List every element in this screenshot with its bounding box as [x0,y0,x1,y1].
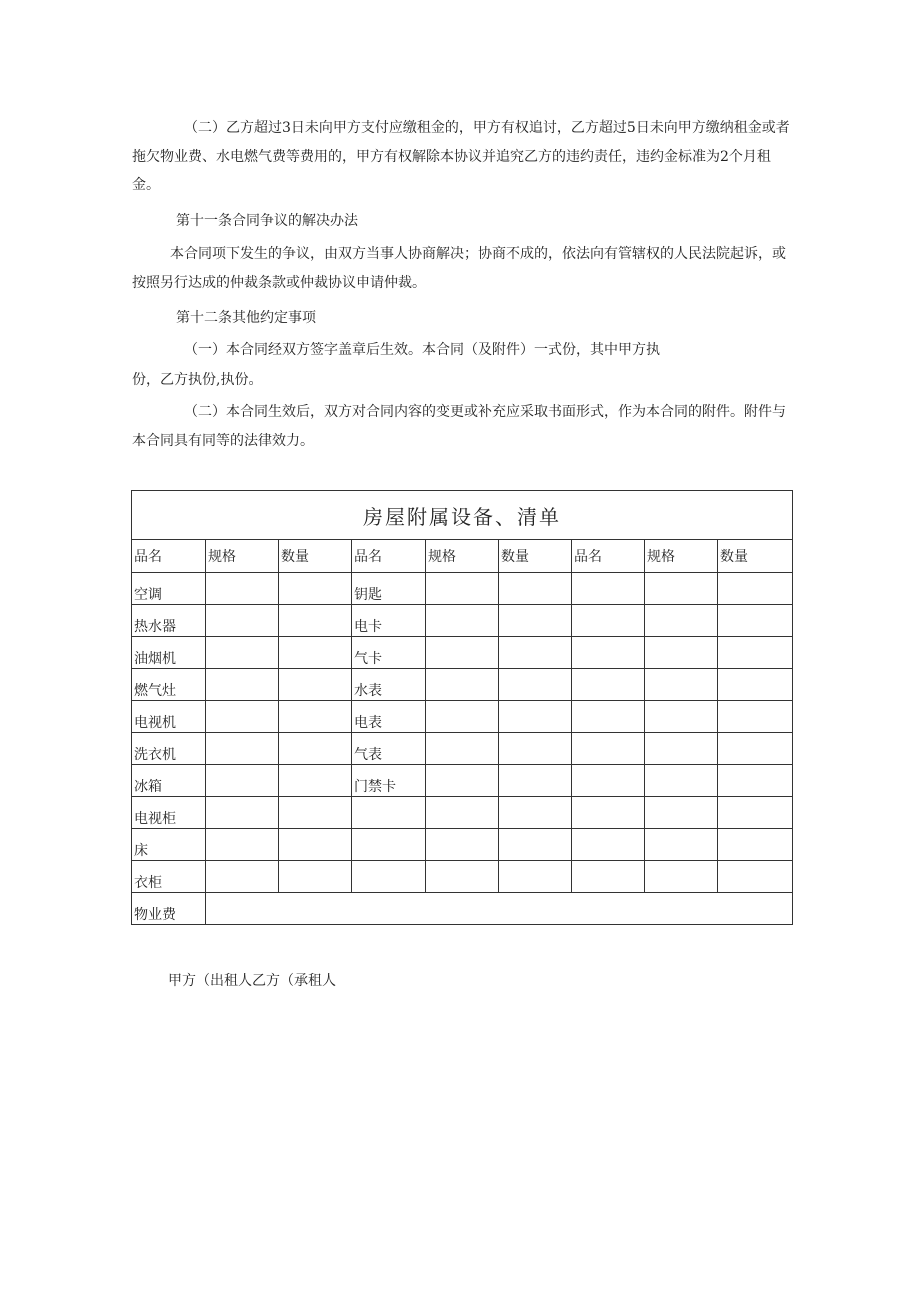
column-header: 规格 [426,540,499,573]
item-name: 钥匙 [352,573,426,605]
table-row [132,605,793,637]
column-header: 品名 [352,540,426,573]
article-12-item2: （二）本合同生效后，双方对合同内容的变更或补充应采取书面形式，作为本合同的附件。附件与本合同具有同等的法律效力。 [132,404,786,449]
signature-line: 甲方（出租人乙方（承租人 [168,973,336,989]
item-name: 空调 [132,573,206,605]
table-row [132,573,793,605]
property-fee-label: 物业费 [132,893,206,925]
item-name: 燃气灶 [132,669,206,701]
clause-breach-2: （二）乙方超过3日未向甲方支付应缴租金的，甲方有权追讨，乙方超过5日未向甲方缴纳租金或者拖欠物业费、水电燃气费等费用的，甲方有权解除本协议并追究乙方的违约责任，违约金标准为2个月租金。 [132,120,790,193]
column-header: 规格 [645,540,718,573]
table-row [132,797,793,829]
table-row [132,637,793,669]
item-name: 洗衣机 [132,733,206,765]
item-name [352,797,426,829]
article-12-title: 第十二条其他约定事项 [176,310,316,326]
item-name: 气表 [352,733,426,765]
article-12-item1-line2: 份，乙方执份,执份。 [132,372,263,388]
column-header: 数量 [499,540,572,573]
article-11-title: 第十一条合同争议的解决办法 [176,213,358,229]
table-row [132,765,793,797]
item-name: 门禁卡 [352,765,426,797]
item-name: 油烟机 [132,637,206,669]
property-fee-row [132,893,793,925]
table-row [132,861,793,893]
item-name [352,861,426,893]
item-name: 电视柜 [132,797,206,829]
table-row [132,701,793,733]
article-12-item1-line1: （一）本合同经双方签字盖章后生效。本合同（及附件）一式份，其中甲方执 [184,342,660,358]
column-header: 品名 [572,540,645,573]
column-header: 数量 [279,540,352,573]
column-header: 品名 [132,540,206,573]
item-name: 水表 [352,669,426,701]
equipment-list-table [131,490,792,925]
table-title: 房屋附属设备、清单 [132,491,793,540]
item-name [352,829,426,861]
item-name: 床 [132,829,206,861]
column-header: 规格 [206,540,279,573]
table-row [132,669,793,701]
item-name: 冰箱 [132,765,206,797]
article-11-text: 本合同项下发生的争议，由双方当事人协商解决；协商不成的，依法向有管辖权的人民法院起诉，或按照另行达成的仲裁条款或仲裁协议申请仲裁。 [132,246,786,291]
table-header-row [132,540,793,573]
item-name: 电表 [352,701,426,733]
item-name: 电卡 [352,605,426,637]
table-row [132,829,793,861]
item-name: 热水器 [132,605,206,637]
item-name: 气卡 [352,637,426,669]
column-header: 数量 [718,540,793,573]
item-name: 衣柜 [132,861,206,893]
property-fee-value [206,893,793,925]
table-row [132,733,793,765]
item-name: 电视机 [132,701,206,733]
